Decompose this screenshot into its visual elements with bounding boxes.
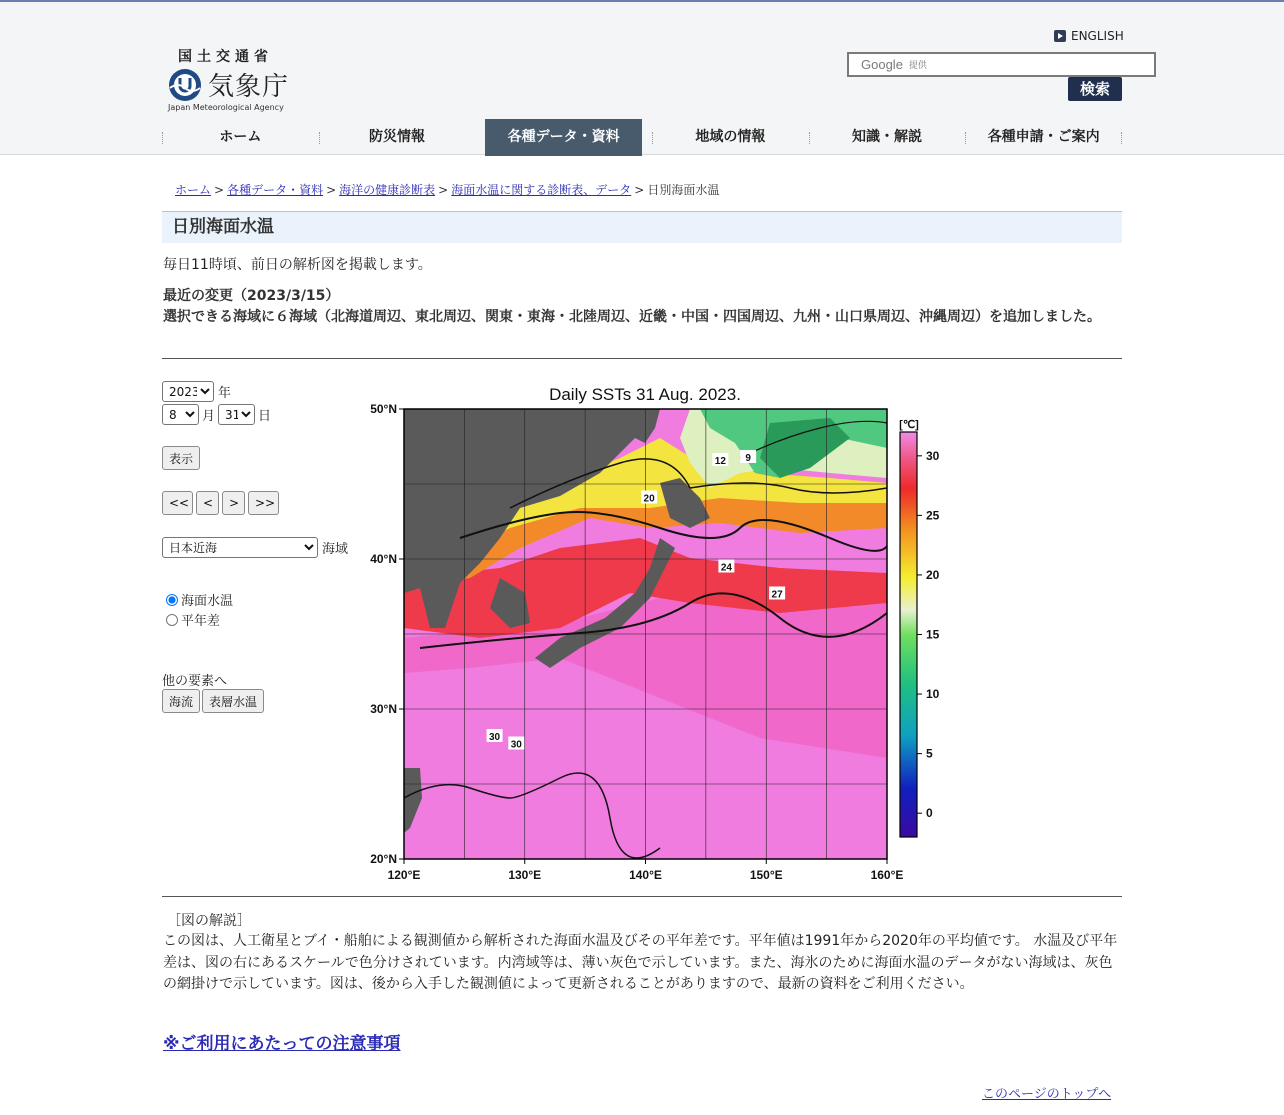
year-row <box>162 381 231 402</box>
year-select[interactable] <box>162 381 214 402</box>
breadcrumb-link-data[interactable]: 各種データ・資料 <box>227 183 324 197</box>
x-tick-label: 120°E <box>387 868 421 882</box>
page-title: 日別海面水温 <box>162 211 1122 243</box>
jma-logo[interactable] <box>168 46 298 116</box>
nav-knowledge[interactable]: 知識・解説 <box>809 119 966 156</box>
jma-emblem-icon <box>168 68 202 102</box>
day-label: 日 <box>258 409 272 424</box>
change-title: 最近の変更（2023/3/15） <box>163 288 340 304</box>
colorbar-unit: [℃] <box>899 419 919 431</box>
radio-anomaly-input[interactable] <box>166 614 178 626</box>
site-search-input[interactable] <box>847 52 1156 77</box>
other-elements-buttons <box>162 689 264 713</box>
x-axis-ticks <box>388 859 904 882</box>
sst-chart-svg <box>360 378 950 888</box>
chart-title: Daily SSTs 31 Aug. 2023. <box>549 385 741 404</box>
breadcrumb-link-home[interactable]: ホーム <box>175 183 212 197</box>
first-button[interactable]: << <box>162 491 193 515</box>
contour-label: 27 <box>771 589 783 601</box>
current-button[interactable]: 海流 <box>162 689 200 713</box>
colorbar-tick-label: 20 <box>926 567 940 582</box>
site-header <box>0 2 1284 155</box>
divider-bottom <box>162 896 1122 897</box>
colorbar-tick-label: 10 <box>926 687 940 702</box>
contour-label: 30 <box>489 732 501 743</box>
contour-label: 24 <box>720 562 732 574</box>
colorbar-ticks <box>917 449 940 820</box>
x-tick-label: 140°E <box>629 868 662 882</box>
agency-name-en: Japan Meteorological Agency <box>168 103 284 112</box>
month-label: 月 <box>202 409 216 424</box>
show-button[interactable]: 表示 <box>162 446 200 470</box>
nav-regional[interactable]: 地域の情報 <box>652 119 809 156</box>
nav-home[interactable]: ホーム <box>162 119 319 156</box>
radio-sst-input[interactable] <box>166 594 178 606</box>
colorbar-scale <box>900 432 917 837</box>
colorbar-tick-label: 5 <box>926 746 933 761</box>
nav-data[interactable]: 各種データ・資料 <box>485 119 642 156</box>
colorbar-tick-label: 25 <box>926 508 940 523</box>
contour-label: 9 <box>745 453 751 464</box>
x-tick-label: 150°E <box>749 868 783 882</box>
y-tick-label: 50°N <box>370 402 397 416</box>
explanation-label: ［図の解説］ <box>167 913 251 929</box>
english-link-label: ENGLISH <box>1071 29 1124 43</box>
prev-button[interactable]: < <box>196 491 219 515</box>
agency-name: 気象庁 <box>208 72 290 102</box>
last-button[interactable]: >> <box>248 491 279 515</box>
google-provided-label: 提供 <box>908 61 927 71</box>
nav-applications[interactable]: 各種申請・ご案内 <box>965 119 1122 156</box>
radio-anomaly[interactable] <box>166 610 220 629</box>
contour-label: 30 <box>510 739 522 751</box>
date-row <box>162 404 271 425</box>
y-tick-label: 40°N <box>370 552 397 566</box>
date-nav-buttons <box>162 491 279 515</box>
global-nav <box>162 119 1122 156</box>
contour-label: 12 <box>714 456 726 467</box>
area-select[interactable] <box>162 537 318 558</box>
usage-notice-link[interactable]: ※ご利用にあたっての注意事項 <box>163 1034 401 1054</box>
y-tick-label: 30°N <box>370 702 397 716</box>
colorbar-tick-label: 0 <box>926 806 933 821</box>
colorbar <box>899 419 940 837</box>
radio-sst[interactable] <box>166 590 233 609</box>
intro-text: 毎日11時頃、前日の解析図を掲載します。 <box>163 257 432 273</box>
google-brand: Google <box>861 57 903 72</box>
english-link[interactable] <box>1054 29 1124 43</box>
colorbar-tick-label: 15 <box>926 627 940 642</box>
divider-top <box>162 358 1122 359</box>
other-elements-label: 他の要素へ <box>162 674 228 689</box>
contour-label: 20 <box>643 493 655 505</box>
radio-anomaly-label: 平年差 <box>181 614 221 629</box>
radio-sst-label: 海面水温 <box>181 594 234 609</box>
search-button[interactable]: 検索 <box>1068 77 1122 101</box>
area-label: 海域 <box>322 542 349 557</box>
nav-disaster-info[interactable]: 防災情報 <box>319 119 476 156</box>
y-tick-label: 20°N <box>370 852 397 866</box>
sst-chart <box>360 378 950 888</box>
breadcrumb-link-ocean-health[interactable]: 海洋の健康診断表 <box>339 183 436 197</box>
day-select[interactable] <box>218 404 255 425</box>
month-select[interactable] <box>162 404 199 425</box>
x-tick-label: 130°E <box>508 868 542 882</box>
area-row <box>162 537 348 558</box>
next-button[interactable]: > <box>222 491 245 515</box>
colorbar-tick-label: 30 <box>926 448 940 463</box>
x-tick-label: 160°E <box>870 868 904 882</box>
breadcrumb-current: 日別海面水温 <box>647 183 720 197</box>
breadcrumb-link-sst[interactable]: 海面水温に関する診断表、データ <box>451 183 632 197</box>
change-body: 選択できる海域に６海域（北海道周辺、東北周辺、関東・東海・北陸周辺、近畿・中国・四国周辺、九州・山口県周辺、沖縄周辺）を追加しました。 <box>163 309 1101 325</box>
page-top-link[interactable]: このページのトップへ <box>982 1087 1112 1102</box>
surface-layer-button[interactable]: 表層水温 <box>202 689 264 713</box>
ministry-name: 国土交通省 <box>178 49 273 65</box>
breadcrumb: ホーム > 各種データ・資料 > 海洋の健康診断表 > 海面水温に関する診断表、データ > 日別海面水温 <box>175 183 720 197</box>
year-label: 年 <box>218 386 232 401</box>
arrow-right-icon <box>1054 30 1066 42</box>
explanation-text: この図は、人工衛星とブイ・船舶による観測値から解析された海面水温及びその平年差です。平年値は1991年から2020年の平均値です。 水温及び平年差は、図の右にあるスケールで色分けされています。内湾域等は、薄い灰色で示しています。また、海氷のために海面水温のデータがない海域は、灰色の網掛けで示しています。図は、後から入手した観測値によって更新されることがありますので、最新の資料をご利用ください。 <box>163 933 1118 992</box>
y-axis-ticks <box>370 402 404 866</box>
